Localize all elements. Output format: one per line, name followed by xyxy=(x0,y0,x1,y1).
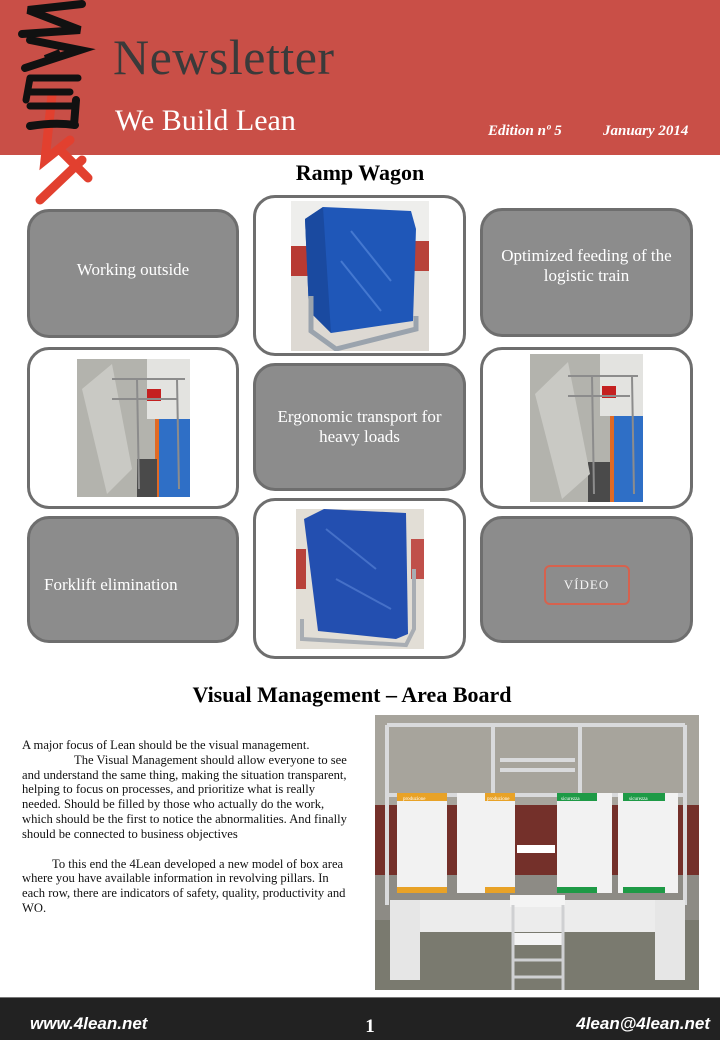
paragraph-2 xyxy=(22,857,352,916)
paragraph-1-body: The Visual Management should allow everyone to see and understand the same thing, making the situation transparent, helping to focus on processes, and prioritize what is really needed. Should be filled by those who actually do the work, which should be the first to notice the abnormalities. And finally should be connected to business objectives xyxy=(22,752,347,841)
page-number: 1 xyxy=(365,1016,375,1037)
newsletter-title: Newsletter xyxy=(113,29,335,85)
paragraph-2-body: To this end the 4Lean developed a new model of box area where you have available information in revolving pillars. In each row, there are indicators of safety, quality, productivity and WO. xyxy=(22,856,346,915)
wagon-photo xyxy=(296,509,424,649)
email-link[interactable]: 4lean@4lean.net xyxy=(576,1014,710,1033)
pillar-label: sicurezza xyxy=(629,797,648,802)
tile-photo-ramp-left xyxy=(27,347,239,509)
tile-label: Optimized feeding of the logistic train xyxy=(501,245,672,285)
pillar-label: produzione xyxy=(403,797,426,802)
tile-photo-wagon-front xyxy=(253,498,466,659)
tile-label: Forklift elimination xyxy=(44,574,178,594)
area-board-photo xyxy=(375,715,699,990)
ramp-photo xyxy=(77,359,190,497)
paragraph-1-intro: A major focus of Lean should be the visual management. xyxy=(22,738,310,752)
tile-ergonomic-transport xyxy=(253,363,466,491)
paragraph-1 xyxy=(22,738,352,842)
tile-forklift-elimination xyxy=(27,516,239,643)
pillar-label: sicurezza xyxy=(561,797,580,802)
pillar-label: produzione xyxy=(487,797,510,802)
issue-date: January 2014 xyxy=(603,123,689,139)
visual-management-title: Visual Management – Area Board xyxy=(192,682,512,707)
tile-label: Working outside xyxy=(76,259,190,279)
visual-management-article xyxy=(22,738,352,916)
video-button[interactable]: VÍDEO xyxy=(544,565,630,605)
ramp-photo xyxy=(530,354,643,502)
footer-bar xyxy=(0,997,720,1040)
ramp-wagon-title: Ramp Wagon xyxy=(295,160,425,185)
tile-photo-ramp-right xyxy=(480,347,693,509)
edition-number: Edition nº 5 xyxy=(488,123,562,139)
wagon-photo xyxy=(291,201,429,351)
tile-label: Ergonomic transport for heavy loads xyxy=(277,407,442,446)
newsletter-subtitle: We Build Lean xyxy=(115,104,296,137)
tile-optimized-feeding xyxy=(480,208,693,337)
tile-video xyxy=(480,516,693,643)
tile-working-outside xyxy=(27,209,239,338)
tile-photo-wagon xyxy=(253,195,466,356)
logo-text: 4LEAN xyxy=(0,0,4,1)
website-link[interactable]: www.4lean.net xyxy=(30,1014,148,1033)
